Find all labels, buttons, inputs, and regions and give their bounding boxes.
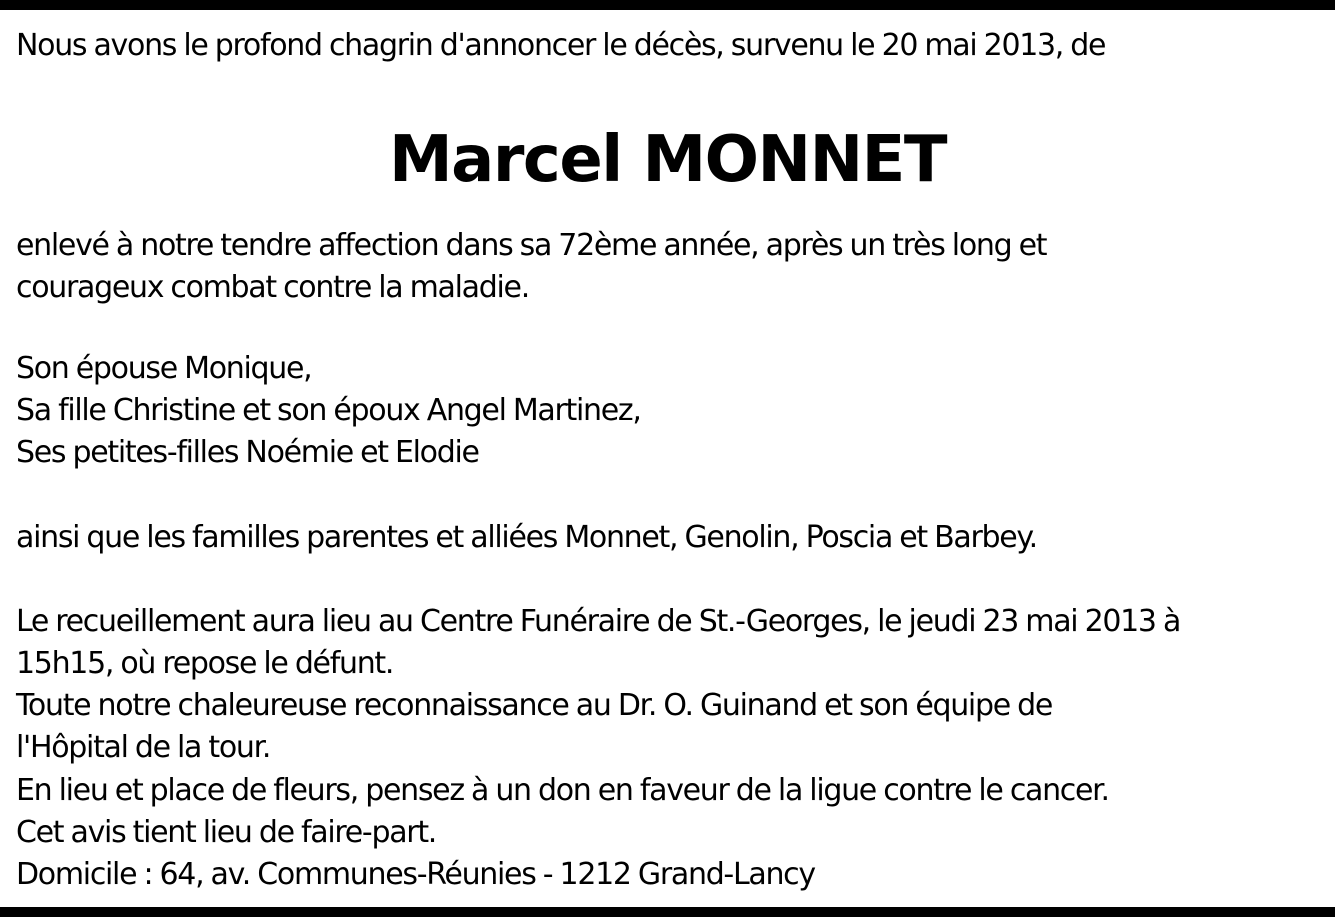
family-line: Ses petites-filles Noémie et Elodie <box>16 435 479 470</box>
top-border-rule <box>0 0 1335 10</box>
family-line: Son épouse Monique, <box>16 351 312 386</box>
notice-line: Cet avis tient lieu de faire-part. <box>16 815 437 850</box>
body-line: courageux combat contre la maladie. <box>16 270 529 305</box>
address-line: Domicile : 64, av. Communes-Réunies - 1212 Grand-Lancy <box>16 857 815 892</box>
family-line: Sa fille Christine et son époux Angel Martinez, <box>16 393 641 428</box>
donation-line: En lieu et place de fleurs, pensez à un don en faveur de la ligue contre le cancer. <box>16 773 1109 808</box>
ceremony-line: 15h15, où repose le défunt. <box>16 646 394 681</box>
intro-text: Nous avons le profond chagrin d'annoncer le décès, survenu le 20 mai 2013, de <box>16 28 1106 63</box>
bottom-border-rule <box>0 907 1335 917</box>
ceremony-line: Le recueillement aura lieu au Centre Funéraire de St.-Georges, le jeudi 23 mai 2013 à <box>16 604 1181 639</box>
thanks-line: l'Hôpital de la tour. <box>16 730 271 765</box>
relatives-line: ainsi que les familles parentes et alliées Monnet, Genolin, Poscia et Barbey. <box>16 520 1037 555</box>
body-line: enlevé à notre tendre affection dans sa 72ème année, après un très long et <box>16 228 1047 263</box>
deceased-name: Marcel MONNET <box>388 123 947 197</box>
thanks-line: Toute notre chaleureuse reconnaissance au Dr. O. Guinand et son équipe de <box>16 688 1053 723</box>
